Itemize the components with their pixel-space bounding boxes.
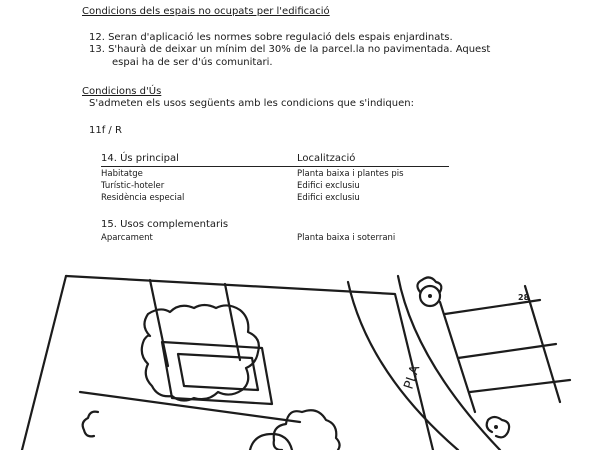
parcel-line xyxy=(150,280,168,366)
street-label: PLA xyxy=(401,363,424,392)
table-row-use: Residència especial xyxy=(101,193,185,203)
plant-outline xyxy=(250,434,292,450)
parcel-line xyxy=(458,344,556,358)
table-row-location: Planta baixa i plantes pis xyxy=(297,169,404,179)
plot-boundary xyxy=(66,276,433,450)
plot-number: 28 xyxy=(518,293,530,302)
table-row-location: Edifici exclusiu xyxy=(297,181,360,191)
table-row-location: Planta baixa i soterrani xyxy=(297,233,396,243)
tree-canopy xyxy=(274,410,340,450)
location-header: Localització xyxy=(297,153,356,164)
rule-item-12: 12. Seran d'aplicació les normes sobre regulació dels espais enjardinats. xyxy=(89,32,453,43)
section-heading-unbuilt-spaces: Condicions dels espais no ocupats per l'edificació xyxy=(82,6,330,17)
parcel-line xyxy=(445,300,540,314)
zone-code: 11f / R xyxy=(89,125,122,136)
section-heading-use-conditions: Condicions d'Ús xyxy=(82,86,162,97)
use-conditions-intro: S'admeten els usos següents amb les condicions que s'indiquen: xyxy=(89,98,414,109)
rule-item-13: 13. S'haurà de deixar un mínim del 30% de la parcel.la no pavimentada. Aquest xyxy=(89,44,491,55)
table-row-use: Turístic-hoteler xyxy=(101,181,165,191)
parcel-line xyxy=(80,392,300,422)
plot-boundary xyxy=(22,276,66,450)
parcel-line xyxy=(225,284,240,360)
rule-item-13-continuation: espai ha de ser d'ús comunitari. xyxy=(112,57,273,68)
table-row-location: Edifici exclusiu xyxy=(297,193,360,203)
complementary-uses-header: 15. Usos complementaris xyxy=(101,219,229,230)
plant-outline xyxy=(83,412,98,437)
table-header-rule xyxy=(101,166,449,167)
site-plan-drawing xyxy=(0,262,600,450)
main-use-header: 14. Ús principal xyxy=(101,153,179,164)
street-edge xyxy=(398,276,500,450)
table-row-use: Aparcament xyxy=(101,233,153,243)
table-row-use: Habitatge xyxy=(101,169,143,179)
